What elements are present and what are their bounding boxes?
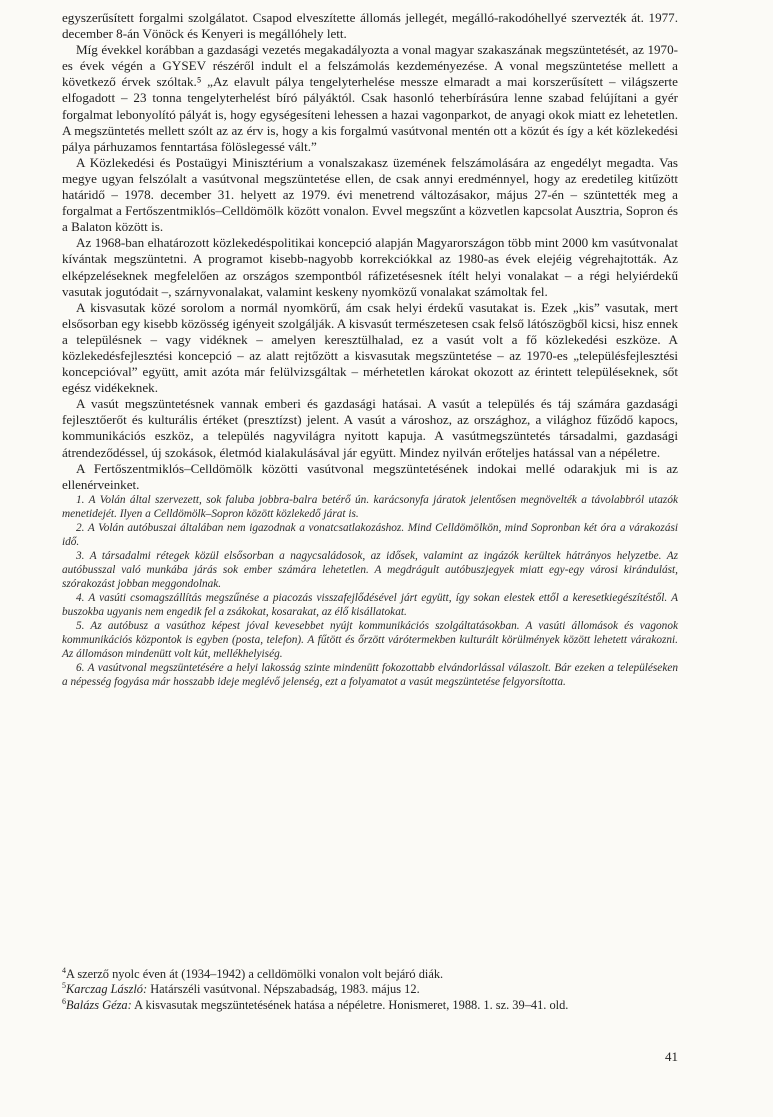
footnote-6 (62, 998, 678, 1013)
footnote-5 (62, 982, 678, 997)
list-item: 1. A Volán által szervezett, sok faluba jobbra-balra betérő ún. karácsonyfa járatok jelentősen megnövelték a távolabbról utazók menetidejét. Ilyen a Celldömölk–Sopron között közlekedő járat is. (62, 493, 678, 520)
footnote-marker: 5 (62, 981, 66, 991)
footnote-author: Karczag László: (66, 982, 148, 997)
footnote-marker: 4 (62, 965, 66, 975)
list-item: 4. A vasúti csomagszállítás megszűnése a piacozás visszafejlődésével járt együtt, így sokan elestek ettől a keresetkiegészítéstől. A buszokba ugyanis nem engedik fel a zsákokat, kosarakat, az élő kisállatokat. (62, 591, 678, 618)
paragraph-3: A Közlekedési és Postaügyi Minisztérium a vonalszakasz üzemének felszámolására az engedélyt megadta. Vas megye ugyan felszólalt a vasútvonal megszüntetése ellen, de csak annyi eredménnyel, hogy az eredetileg kitűzött határidő – 1978. december 31. helyett az 1979. évi menetrend változásakor, május 27-én – szüntették meg a forgalmat a Fertőszentmiklós–Celldömölk között vonalon. Evvel megszűnt a közvetlen kapcsolat Ausztria, Sopron és a Balaton között is. (62, 154, 678, 235)
paragraph-6: A vasút megszüntetésnek vannak emberi és gazdasági hatásai. A vasút a település és táj számára gazdasági fejlesztőerőt és kulturális értéket (presztízst) jelent. A vasút a városhoz, az országhoz, a világhoz fűződő kapocs, kommunikációs eszköz, a település nagyvilágra nyitott kapuja. A vasútmegszüntetés társadalmi, gazdasági átrendeződéssel, új szokások, életmód kialakulásával jár együtt. Mindez nyilván erőteljes hatással van a népéletre. (62, 396, 678, 460)
list-item: 5. Az autóbusz a vasúthoz képest jóval kevesebbet nyújt kommunikációs szolgáltatásokban. A vasúti állomások és vagonok kommunikációs központok is egyben (posta, telefon). A fűtött és őrzött várótermekben kulturált körülmények között lehetett várakozni. Az állomáson mindenütt volt kút, mellékhelyiség. (62, 619, 678, 660)
footnote-marker: 6 (62, 996, 66, 1006)
footnote-text: A szerző nyolc éven át (1934–1942) a celldömölki vonalon volt bejáró diák. (66, 967, 444, 981)
paragraph-4: Az 1968-ban elhatározott közlekedéspolitikai koncepció alapján Magyarországon több mint 2000 km vasútvonalat kívántak megszüntetni. A programot kisebb-nagyobb korrekciókkal az 1980-as évek elejéig végrehajtották. Az elképzeléseknek megfelelően az országos szempontból ráfizetésesnek ítélt helyi vonalakat – a régi helyiérdekű vasutak jogutódait –, szárnyvonalakat, valamint keskeny nyomközű vonalakat számoltak fel. (62, 235, 678, 299)
list-item: 6. A vasútvonal megszüntetésére a helyi lakosság szinte mindenütt fokozottabb elvándorlással válaszolt. Bár ezeken a településeken a népesség fogyása már hosszabb ideje meglévő jelenség, ezt a folyamatot a vasút megszüntetése felgyorsította. (62, 661, 678, 688)
footnote-text: Határszéli vasútvonal. Népszabadság, 1983. május 12. (147, 982, 420, 997)
list-item: 2. A Volán autóbuszai általában nem igazodnak a vonatcsatlakozáshoz. Mind Celldömölkön, mind Sopronban két óra a várakozási idő. (62, 521, 678, 548)
paragraph-1: egyszerűsített forgalmi szolgálatot. Csapod elveszítette állomás jellegét, megálló-rakodóhellyé szervezték át. 1977. december 8-án Vönöck és Kenyeri is megállóhely lett. (62, 10, 678, 42)
footnotes (62, 967, 678, 1013)
paragraph-2: Míg évekkel korábban a gazdasági vezetés megakadályozta a vonal magyar szakaszának megszüntetését, az 1970-es évek végén a GYSEV részéről indult el a felszámolás kezdeményezése. A vonal megszüntetése mellett a következő érvek szóltak.⁵ „Az elavult pálya tengelyterhelése messze elmaradt a mai korszerűsített – világszerte elfogadott – 23 tonna tengelyterhelést bíró pályáktól. Csak hasonló teherbírásúra lenne szabad felújítani a gyér forgalmat lebonyolító pályát is, hogy egységesíteni lehessen a hazai vagonparkot, de anyagi okok miatt ez lehetetlen. A megszüntetés mellett szólt az az érv is, hogy a kis forgalmú vasútvonal mentén ott a közút és így a két közlekedési pálya párhuzamos fenntartása fölöslegessé vált.” (62, 42, 678, 154)
footnote-author: Balázs Géza: (66, 997, 132, 1012)
paragraph-7: A Fertőszentmiklós–Celldömölk közötti vasútvonal megszüntetésének indokai mellé odarakjuk mi is az ellenérveinket. (62, 460, 678, 492)
page-number: 41 (665, 1049, 678, 1064)
paragraph-5: A kisvasutak közé sorolom a normál nyomkörű, ám csak helyi érdekű vasutakat is. Ezek „kis” vasutak, mert elsősorban egy kisebb közösség igényeit szolgálják. A kisvasút természetesen csak felső látószögből kicsi, hisz ennek a településnek – vagy vidéknek – amelyen keresztülhalad, ez a vasút volt a fő közlekedési eszköze. A közlekedésfejlesztési koncepció – az alatt rejtőzött a kisvasutak megszüntetése – az 1970-es „településfejlesztési koncepcióval” együtt, amit azóta már felülvizsgáltak – mérhetetlen károkat okozott az érintett településeknek, sőt egész vidékeknek. (62, 299, 678, 396)
main-text (62, 10, 678, 689)
footnote-4 (62, 967, 678, 982)
list-item: 3. A társadalmi rétegek közül elsősorban a nagycsaládosok, az idősek, valamint az ingázók kerültek hátrányos helyzetbe. Az autóbusszal való munkába járás sok ember számára lehetetlen. A megdrágult autóbuszjegyek miatt egy-egy városi kirándulást, szórakozást jobban meggondolnak. (62, 549, 678, 590)
footnote-text: A kisvasutak megszüntetésének hatása a népéletre. Honismeret, 1988. 1. sz. 39–41. old. (131, 997, 569, 1012)
